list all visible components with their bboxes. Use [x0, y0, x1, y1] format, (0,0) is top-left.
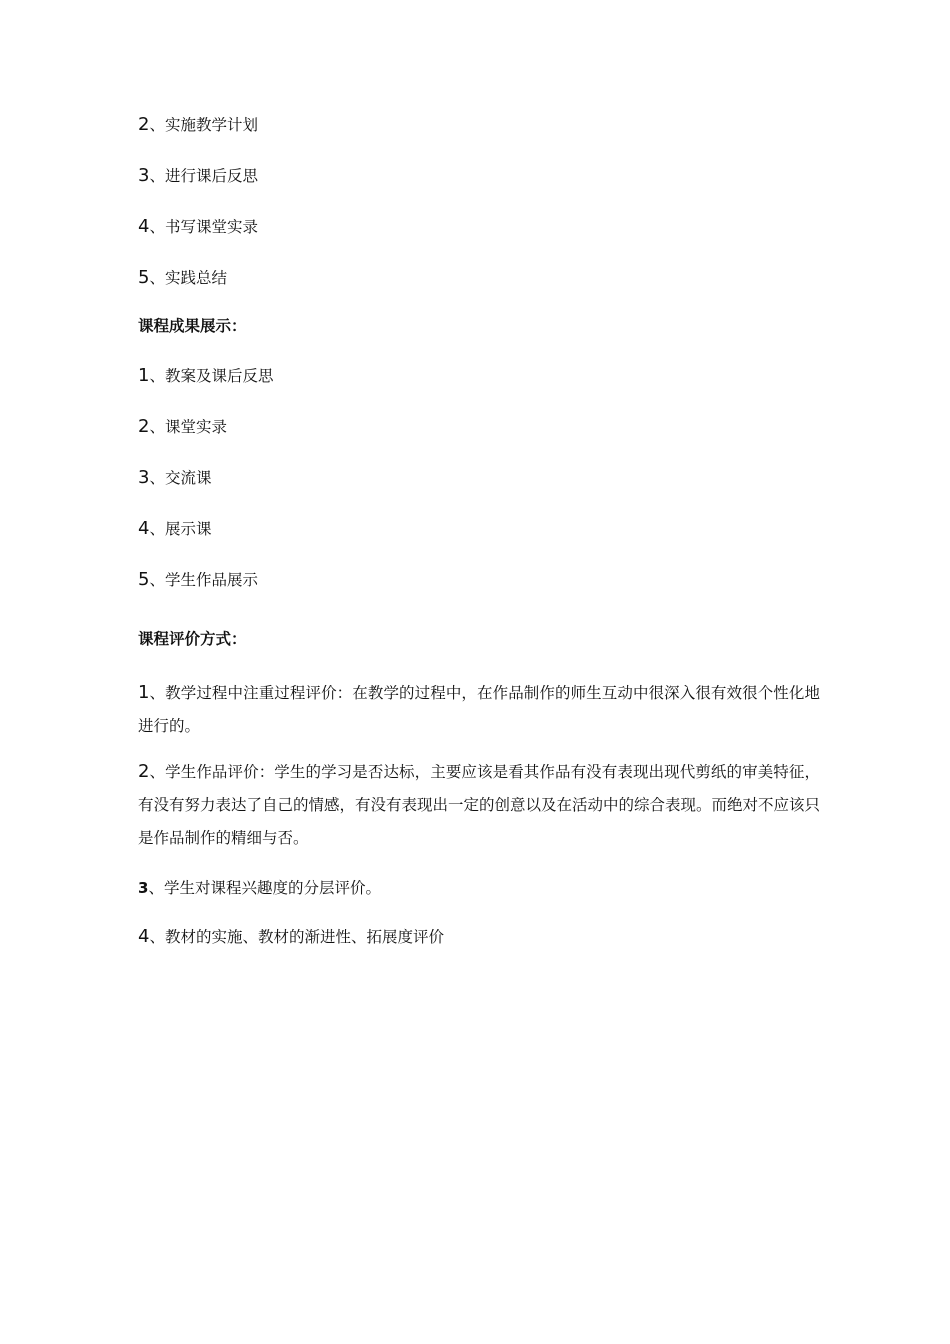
item-number: 5	[138, 267, 150, 288]
item-number: 2	[138, 761, 150, 782]
item-text: 、展示课	[149, 520, 212, 538]
item-text: 、教案及课后反思	[149, 367, 274, 385]
item-number: 3	[138, 879, 149, 897]
section-heading-evaluation: 课程评价方式：	[138, 630, 247, 648]
item-number: 3	[138, 165, 150, 186]
list-item	[138, 878, 381, 898]
list-item	[138, 366, 273, 386]
list-item	[138, 268, 227, 288]
item-number: 1	[138, 365, 150, 386]
item-number: 2	[138, 114, 150, 135]
item-number: 4	[138, 518, 150, 539]
item-number: 3	[138, 467, 150, 488]
item-number: 5	[138, 569, 150, 590]
paragraph-text: 、教学过程中注重过程评价：在教学的过程中，在作品制作的师生互动中很深入很有效很个性化地进行的。	[138, 684, 820, 735]
paragraph	[138, 677, 820, 743]
list-item	[138, 570, 258, 590]
item-text: 、学生对课程兴趣度的分层评价。	[148, 879, 381, 897]
item-number: 2	[138, 416, 150, 437]
list-item	[138, 927, 444, 947]
item-text: 、书写课堂实录	[149, 218, 258, 236]
list-item	[138, 166, 258, 186]
paragraph	[138, 756, 820, 855]
paragraph-text: 、学生作品评价：学生的学习是否达标，主要应该是看其作品有没有表现出现代剪纸的审美特征，有没有努力表达了自己的情感，有没有表现出一定的创意以及在活动中的综合表现。而绝对不应该只是作品制作的精细与否。	[138, 763, 821, 847]
item-text: 、交流课	[149, 469, 212, 487]
item-number: 4	[138, 926, 150, 947]
section-heading-results: 课程成果展示：	[138, 317, 247, 335]
item-text: 、教材的实施、教材的渐进性、拓展度评价	[149, 928, 444, 946]
list-item	[138, 519, 211, 539]
item-text: 、进行课后反思	[149, 167, 258, 185]
list-item	[138, 468, 211, 488]
item-text: 、学生作品展示	[149, 571, 258, 589]
list-item	[138, 217, 258, 237]
list-item	[138, 115, 258, 135]
item-number: 1	[138, 682, 150, 703]
item-number: 4	[138, 216, 150, 237]
item-text: 、实施教学计划	[149, 116, 258, 134]
item-text: 、实践总结	[149, 269, 227, 287]
item-text: 、课堂实录	[149, 418, 227, 436]
list-item	[138, 417, 227, 437]
